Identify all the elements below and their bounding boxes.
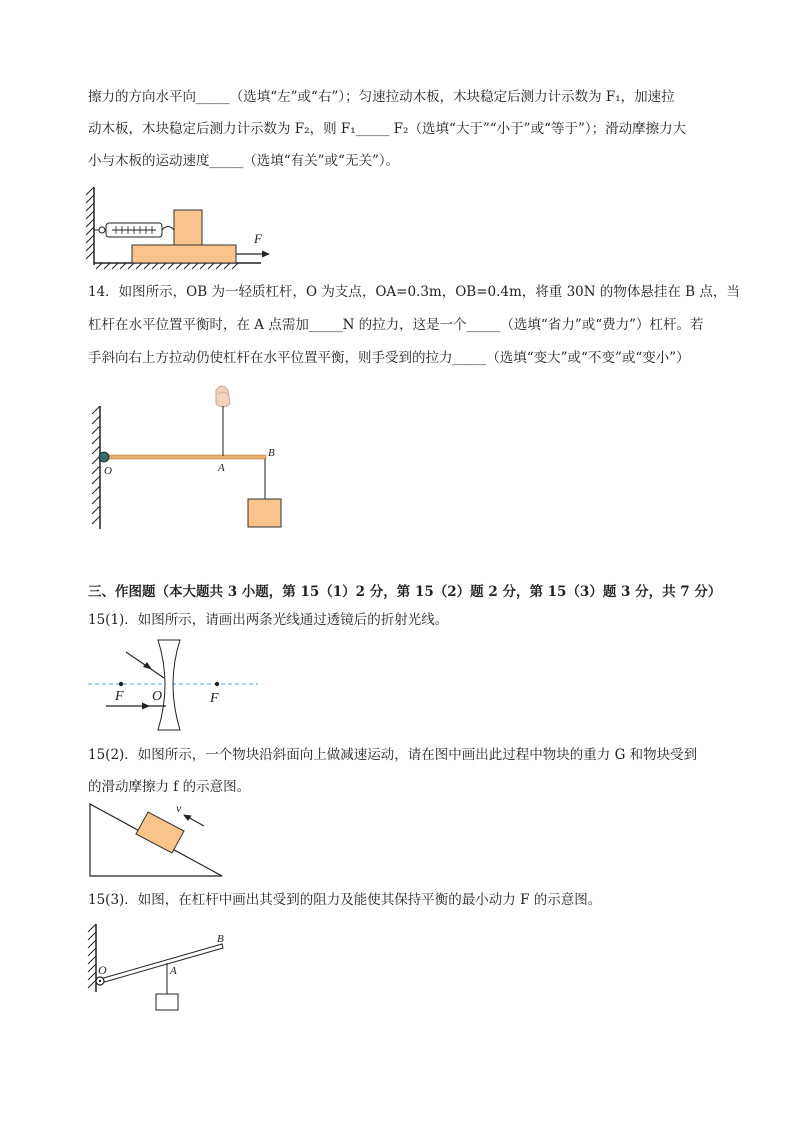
- q15-2-line-2: 的滑动摩擦力 f 的示意图。: [88, 779, 251, 795]
- focus-left: [119, 682, 123, 686]
- section-3-heading: 三、作图题（本大题共 3 小题，第 15（1）2 分，第 15（2）题 2 分，第 15（3）题 3 分，共 7 分）: [88, 584, 722, 600]
- label-O: O: [98, 963, 107, 977]
- inclined-lever: [100, 944, 223, 983]
- wooden-board: [132, 245, 236, 263]
- label-F-left: F: [115, 689, 124, 704]
- pivot-center: [99, 980, 101, 982]
- q13-line-2: 动木板，木块稳定后测力计示数为 F₂，则 F₁_____ F₂（选填“大于”“小于”或“等于”）；滑动摩擦力大: [88, 121, 687, 137]
- wooden-block: [174, 210, 202, 245]
- label-A: A: [218, 462, 225, 474]
- label-F: F: [254, 231, 262, 246]
- label-O: O: [152, 689, 163, 704]
- q13-line-1: 擦力的方向水平向_____（选填“左”或“右”）；匀速拉动木板，木块稳定后测力计示数为 F₁，加速拉: [88, 89, 675, 105]
- q14-line-3: 手斜向右上方拉动仍使杠杆在水平位置平衡，则手受到的拉力_____（选填“变大”或“不变”或“变小”）: [88, 350, 690, 366]
- label-B: B: [268, 447, 275, 459]
- wall: [88, 924, 96, 992]
- q14-line-1: 14．如图所示，OB 为一轻质杠杆，O 为支点，OA=0.3m，OB=0.4m，将重 30N 的物体悬挂在 B 点，当: [88, 284, 740, 300]
- label-B: B: [217, 933, 224, 945]
- label-F-right: F: [210, 691, 219, 706]
- q13-line-3: 小与木板的运动速度_____（选填“有关”或“无关”）。: [88, 153, 400, 169]
- incident-ray-1: [126, 652, 164, 678]
- label-O: O: [104, 465, 112, 477]
- velocity-arrow: [183, 815, 204, 827]
- hanging-weight: [156, 994, 178, 1010]
- q15-1-text: 15(1)．如图所示，请画出两条光线通过透镜后的折射光线。: [88, 612, 449, 628]
- q14-figure: [92, 384, 292, 534]
- q15-2-figure: [88, 800, 228, 880]
- label-A: A: [170, 965, 177, 977]
- hand-icon: [216, 386, 230, 407]
- q14-line-2: 杠杆在水平位置平衡时，在 A 点需加_____N 的拉力，这是一个_____（选填“省力”或“费力”）杠杆。若: [88, 317, 704, 333]
- label-v: v: [176, 801, 182, 815]
- wall: [92, 406, 100, 529]
- lever-rod: [104, 455, 266, 459]
- focus-right: [215, 682, 219, 686]
- pivot: [99, 452, 109, 462]
- q13-figure: [86, 185, 276, 270]
- q15-2-line-1: 15(2)．如图所示，一个物块沿斜面向上做减速运动，请在图中画出此过程中物块的重力 G 和物块受到: [88, 747, 698, 763]
- wall: [86, 187, 94, 265]
- q15-3-figure: [88, 922, 238, 1017]
- q15-1-figure: [88, 640, 258, 735]
- ground: [94, 263, 261, 269]
- hanging-weight: [248, 499, 281, 527]
- force-arrow-F: [236, 251, 270, 258]
- q15-3-text: 15(3)．如图，在杠杆中画出其受到的阻力及能使其保持平衡的最小动力 F 的示意图。: [88, 892, 602, 908]
- spring-scale: [94, 223, 174, 237]
- concave-lens: [158, 640, 180, 730]
